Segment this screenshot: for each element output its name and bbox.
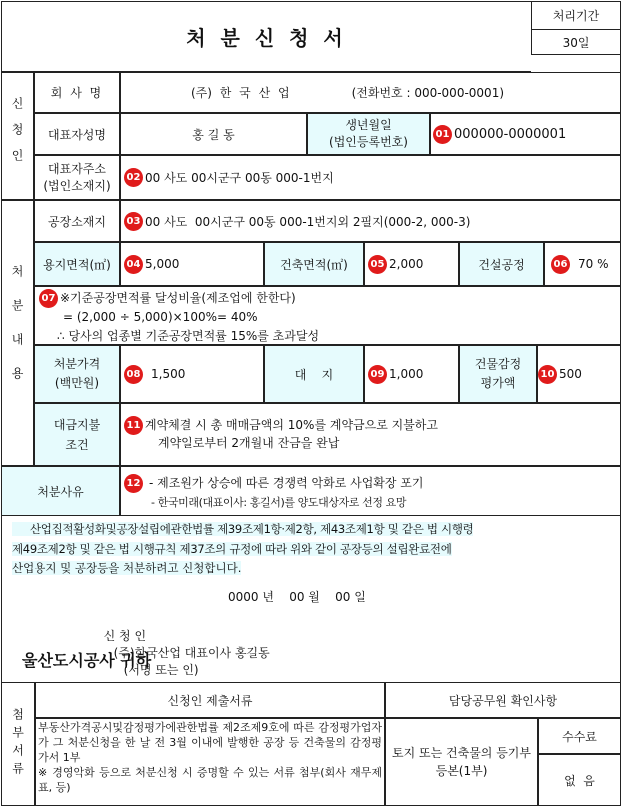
attachments-section-label: 첨부서류 [1, 682, 35, 806]
rep-value: 홍 길 동 [120, 113, 307, 155]
area-note-cell [34, 286, 621, 345]
factory-value: 00 사도 00시군구 00동 000-1번지외 2필지(000-2, 000-3) [145, 214, 471, 229]
note-line3: ∴ 당사의 업종별 기준공장면적률 15%를 초과달성 [57, 329, 320, 343]
badge-10: 10 [538, 365, 557, 384]
official-text: 토지 또는 건축물의 등기부등본(1부) [392, 746, 531, 778]
factory-label: 공장소재지 [34, 200, 120, 242]
recipient: 울산도시공사 귀하 [22, 651, 152, 670]
land-area-value-cell [120, 242, 264, 286]
land-label: 대 지 [264, 345, 364, 403]
badge-09: 09 [368, 365, 387, 384]
badge-04: 04 [124, 255, 143, 274]
land-value-cell [364, 345, 459, 403]
badge-12: 12 [124, 474, 143, 493]
badge-11: 11 [124, 416, 143, 435]
statement-block [12, 520, 612, 579]
processing-period-label: 처리기간 [531, 1, 621, 30]
badge-03: 03 [124, 212, 143, 231]
company-label: 회 사 명 [34, 72, 120, 113]
reason-label: 처분사유 [1, 466, 120, 516]
land-area-label: 용지면적(㎡) [34, 242, 120, 286]
processing-period-value: 30일 [531, 29, 621, 55]
applicant-docs-text2: ※ 경영악화 등으로 처분신청 시 증명할 수 있는 서류 첨부(회사 재무제표, 등) [38, 766, 382, 794]
statement-line3: 산업용지 및 공장등을 처분하려고 신청합니다. [12, 561, 242, 575]
land-area-value: 5,000 [145, 257, 180, 271]
badge-01: 01 [433, 125, 452, 144]
land-value: 1,000 [389, 367, 424, 381]
disposal-section-label: 처분내용 [1, 200, 34, 466]
applicant-section-label: 신청인 [1, 72, 34, 200]
appraisal-label: 건물감정 평가액 [459, 345, 537, 403]
payment-line2: 계약일로부터 2개월내 잔금을 완납 [158, 436, 340, 450]
form-title: 처 분 신 청 서 [186, 26, 347, 50]
statement-line2: 제49조제2항 및 같은 법 시행규칙 제37조의 규정에 따라 위와 같이 공장등의 설립완료전에 [12, 541, 452, 556]
building-area-label: 건축면적(㎡) [264, 242, 364, 286]
signer-label: 신 청 인 [103, 629, 147, 643]
price-label: 처분가격 (백만원) [34, 345, 120, 403]
badge-06: 06 [551, 255, 570, 274]
applicant-docs-text1: 부동산가격공시및감정평가에관한법률 제2조제9호에 따른 감정평가업자가 그 처분신청을 한 날 전 3월 이내에 발행한 공장 등 건축물의 감정평가서 1부 [38, 721, 382, 764]
form-title-cell [1, 1, 531, 72]
badge-05: 05 [368, 255, 387, 274]
birth-value-cell [430, 113, 621, 155]
construction-label: 건설공정 [459, 242, 544, 286]
signature-label: (서명 또는 인) [123, 663, 199, 677]
birth-label: 생년월일 (법인등록번호) [307, 113, 430, 155]
birth-value: 000000-0000001 [454, 126, 567, 142]
official-text-cell [385, 718, 538, 806]
fee-value: 없 음 [538, 754, 621, 806]
address-value-cell [120, 155, 621, 200]
payment-value-cell [120, 403, 621, 466]
fee-label: 수수료 [538, 718, 621, 754]
appraisal-value: 500 [559, 367, 582, 381]
reason-line1: - 제조원가 상승에 따른 경쟁력 악화로 사업확장 포기 [149, 476, 424, 490]
badge-07: 07 [39, 289, 58, 308]
statement-date: 0000 년 00 월 00 일 [228, 590, 366, 604]
note-line2: = (2,000 ÷ 5,000)×100%= 40% [63, 310, 258, 324]
building-area-value: 2,000 [389, 257, 424, 271]
company-value: (주) 한 국 산 업 [191, 86, 290, 100]
payment-line1: 계약체결 시 총 매매금액의 10%를 계약금으로 지불하고 [145, 418, 438, 432]
reason-line2: - 한국미래(대표이사: 홍길서)를 양도대상자로 선정 요망 [151, 496, 407, 509]
factory-value-cell [120, 200, 621, 242]
construction-value-cell [544, 242, 621, 286]
rep-label: 대표자성명 [34, 113, 120, 155]
official-header: 담당공무원 확인사항 [385, 682, 621, 718]
address-value: 00 사도 00시군구 00동 000-1번지 [145, 171, 334, 185]
note-line1: ※기준공장면적률 달성비율(제조업에 한한다) [60, 291, 296, 305]
badge-08: 08 [124, 365, 143, 384]
price-value: 1,500 [151, 367, 186, 381]
reason-value-cell [120, 466, 621, 516]
signer-value: (주)한국산업 대표이사 홍길동 [113, 646, 270, 660]
statement-line1: 산업집적활성화및공장설립에관한법률 제39조제1항·제2항, 제43조제1항 및 같은 법 시행령 [12, 522, 473, 536]
construction-value: 70 % [578, 257, 609, 271]
building-area-value-cell [364, 242, 459, 286]
price-value-cell [120, 345, 264, 403]
applicant-docs-header: 신청인 제출서류 [35, 682, 385, 718]
appraisal-value-cell [537, 345, 621, 403]
badge-02: 02 [124, 168, 143, 187]
payment-label: 대금지불 조건 [34, 403, 120, 466]
phone-label: (전화번호 : 000-000-0001) [351, 86, 505, 100]
company-value-cell [120, 72, 621, 113]
applicant-docs-body [35, 718, 385, 806]
address-label: 대표자주소 (법인소재지) [34, 155, 120, 200]
